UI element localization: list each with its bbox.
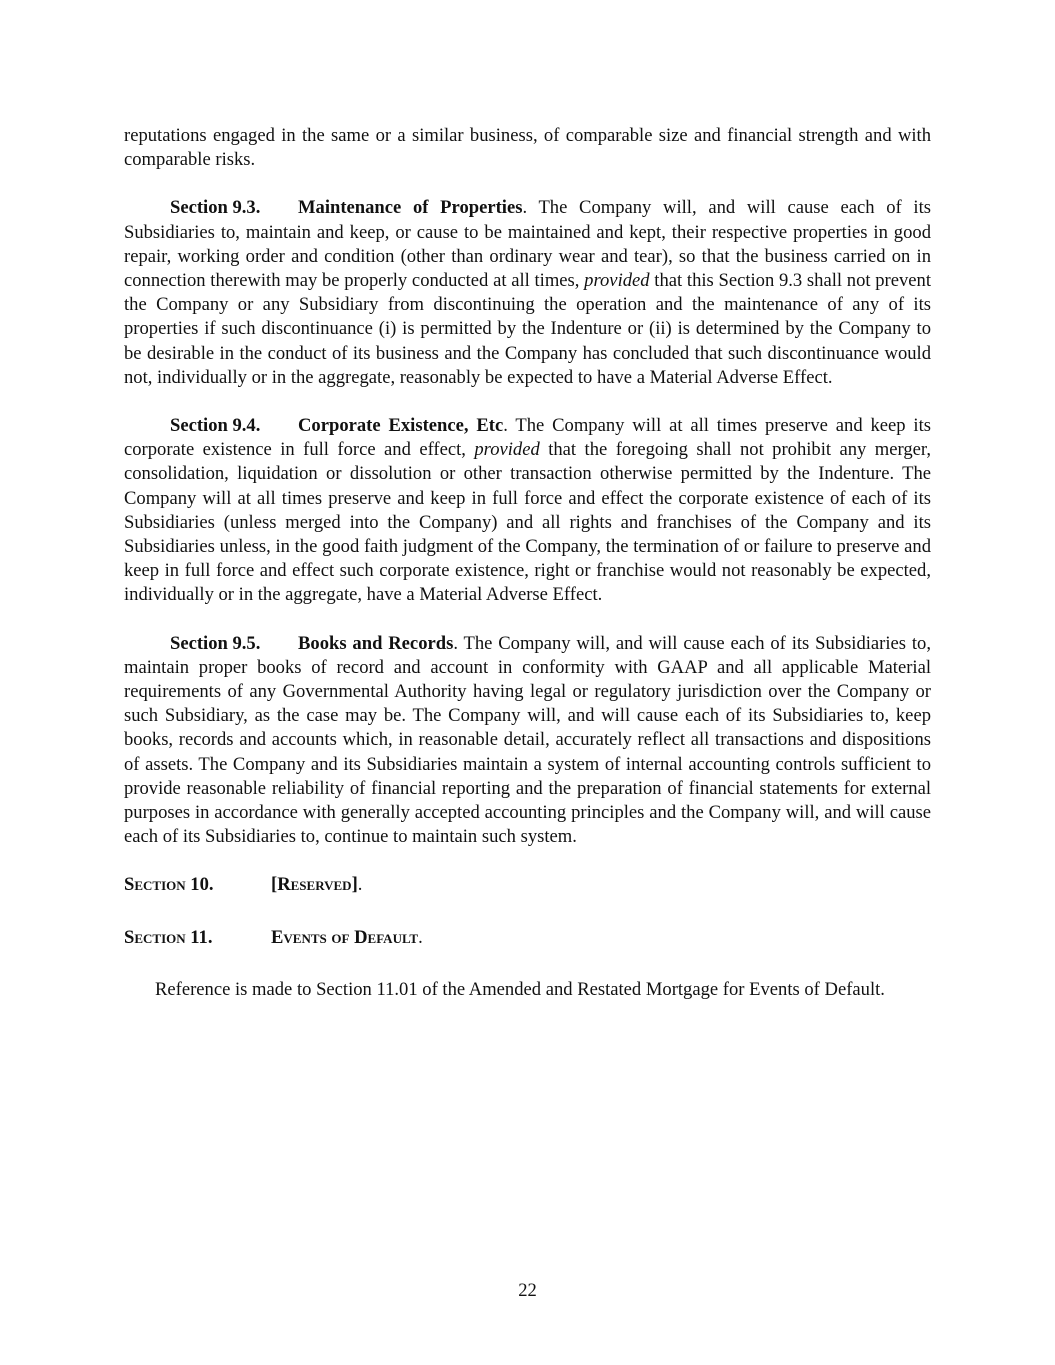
section-9-5-title: Books and Records (298, 632, 454, 654)
section-9-4-title: Corporate Existence, Etc (298, 415, 504, 437)
section-9-4-text-2: that the foregoing shall not prohibit any merger, consolidation, liquidation or dissolution or other transaction otherwise permitted by the Indenture. The Company will at all times preserve and keep in full force and effect the corporate existence of each of its Subsidiaries (unless merged into the Company) and all rights and franchises of the Company and its Subsidiaries unless, in the good faith judgment of the Company, the termination of or failure to preserve and keep in full force and effect such corporate existence, right or franchise would not reasonably be expected, individually or in the aggregate, have a Material Adverse Effect. (124, 439, 931, 606)
section-10-heading (124, 873, 931, 897)
section-9-3-text-1: . The Company will, and will cause each of its Subsidiaries to, maintain and keep, or cause to be maintained and kept, their respective properties in good repair, working order and condition (other than ordinary wear and tear), so that the business carried on in connection therewith may be properly conducted at all times, (124, 197, 931, 292)
section-9-3-provided: provided (584, 270, 650, 292)
section-9-5-text: . The Company will, and will cause each of its Subsidiaries to, maintain proper books of record and account in conformity with GAAP and all applicable Material requirements of any Governmental Authority having legal or regulatory jurisdiction over the Company or such Subsidiary, as the case may be. The Company will, and will cause each of its Subsidiaries to, keep books, records and accounts which, in reasonable detail, accurately reflect all transactions and dispositions of assets. The Company and its Subsidiaries maintain a system of internal accounting controls sufficient to provide reasonable reliability of financial reporting and the preparation of financial statements for external purposes in accordance with generally accepted accounting principles and the Company will, and will cause each of its Subsidiaries to, continue to maintain such system. (124, 632, 931, 848)
section-10-title: [Reserved] (271, 874, 358, 896)
section-9-4-number: Section 9.4. (170, 415, 261, 437)
section-10-number: Section 10. (124, 874, 214, 896)
section-9-5-paragraph (124, 632, 931, 850)
section-11-number: Section 11. (124, 926, 213, 948)
section-11-title: Events of Default (271, 926, 419, 948)
document-page (124, 124, 931, 1002)
page-number: 22 (518, 1280, 537, 1301)
section-11-punct: . (418, 926, 423, 948)
continuation-paragraph: reputations engaged in the same or a similar business, of comparable size and financial strength and with comparable risks. (124, 125, 931, 171)
section-9-4-text-1: . The Company will at all times preserve and keep its corporate existence in full force and effect, (124, 415, 931, 461)
section-9-4-provided: provided (474, 439, 540, 461)
section-9-5-number: Section 9.5. (170, 632, 261, 654)
section-9-4-paragraph (124, 414, 931, 608)
section-9-3-number: Section 9.3. (170, 197, 261, 219)
section-9-3-text-2: that this Section 9.3 shall not prevent the Company or any Subsidiary from discontinuing the operation and the maintenance of any of its properties if such discontinuance (i) is permitted by the Indenture or (ii) is determined by the Company to be desirable in the conduct of its business and the Company has concluded that such discontinuance would not, individually or in the aggregate, reasonably be expected to have a Material Adverse Effect. (124, 270, 932, 388)
section-11-paragraph: Reference is made to Section 11.01 of the Amended and Restated Mortgage for Events of Default. (155, 978, 885, 1000)
section-9-3-title: Maintenance of Properties (298, 197, 523, 219)
section-9-3-paragraph (124, 196, 931, 390)
section-10-punct: . (357, 874, 363, 896)
section-11-heading (124, 926, 931, 950)
